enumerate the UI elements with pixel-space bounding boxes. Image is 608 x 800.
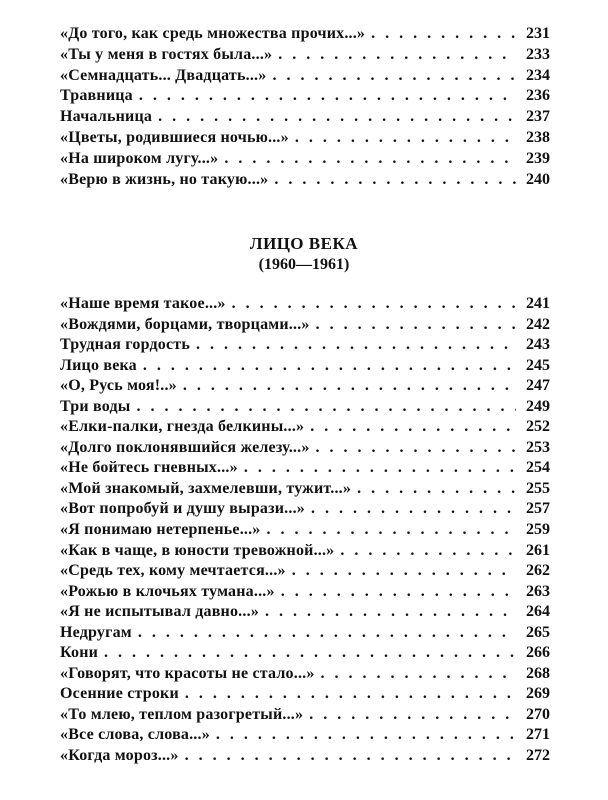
toc-entry bbox=[60, 66, 550, 87]
toc-entry-title: «Семнадцать... Двадцать...» bbox=[60, 66, 267, 84]
toc-entry-page: 268 bbox=[526, 664, 550, 682]
toc-entry-page: 239 bbox=[526, 149, 550, 167]
toc-entry bbox=[60, 746, 550, 767]
toc-entry-title: «То млею, теплом разогретый...» bbox=[60, 705, 304, 723]
dot-leader bbox=[340, 541, 516, 562]
toc-entry-page: 263 bbox=[526, 582, 550, 600]
toc-entry-title: Травница bbox=[60, 87, 133, 105]
toc-entry bbox=[60, 335, 550, 356]
toc-entry bbox=[60, 376, 550, 397]
dot-leader bbox=[158, 107, 516, 128]
toc-entry bbox=[60, 86, 550, 107]
toc-entry-title: «Вот попробуй и душу вырази...» bbox=[60, 500, 305, 518]
toc-entry bbox=[60, 664, 550, 685]
dot-leader bbox=[357, 479, 516, 500]
toc-entry-title: Недругам bbox=[60, 623, 132, 641]
toc-entry-title: «Как в чаще, в юности тревожной...» bbox=[60, 541, 335, 559]
toc-entry-page: 269 bbox=[526, 685, 550, 703]
toc-entry-title: «Я не испытывал давно...» bbox=[60, 603, 259, 621]
toc-entry-title: «Не бойтесь гневных...» bbox=[60, 459, 238, 477]
toc-entry-title: «О, Русь моя!..» bbox=[60, 377, 177, 395]
dot-leader bbox=[136, 397, 516, 418]
toc-entry-page: 234 bbox=[526, 66, 550, 84]
toc-entry bbox=[60, 643, 550, 664]
dot-leader bbox=[244, 458, 516, 479]
toc-entry-title: «Верю в жизнь, но такую...» bbox=[60, 170, 269, 188]
dot-leader bbox=[265, 602, 516, 623]
toc-entry bbox=[60, 438, 550, 459]
toc-entry-page: 254 bbox=[526, 459, 550, 477]
dot-leader bbox=[316, 438, 516, 459]
toc-entry bbox=[60, 520, 550, 541]
toc-entry bbox=[60, 356, 550, 377]
toc-list-section bbox=[60, 294, 550, 767]
toc-entry-page: 240 bbox=[526, 170, 550, 188]
toc-entry bbox=[60, 541, 550, 562]
toc-entry-title: Осенние строки bbox=[60, 685, 179, 703]
toc-entry-title: «Вождями, борцами, творцами...» bbox=[60, 315, 310, 333]
dot-leader bbox=[139, 86, 516, 107]
toc-entry-page: 231 bbox=[526, 25, 550, 42]
toc-entry bbox=[60, 602, 550, 623]
toc-entry-page: 255 bbox=[526, 479, 550, 497]
toc-entry-page: 271 bbox=[526, 726, 550, 744]
toc-entry-page: 259 bbox=[526, 521, 550, 539]
toc-entry-page: 265 bbox=[526, 623, 550, 641]
toc-entry-page: 270 bbox=[526, 705, 550, 723]
toc-entry bbox=[60, 623, 550, 644]
dot-leader bbox=[267, 520, 516, 541]
dot-leader bbox=[185, 684, 516, 705]
toc-entry-title: «Ты у меня в гостях была...» bbox=[60, 45, 273, 63]
toc-entry bbox=[60, 24, 550, 45]
toc-entry bbox=[60, 417, 550, 438]
dot-leader bbox=[224, 149, 516, 170]
dot-leader bbox=[104, 643, 516, 664]
dot-leader bbox=[185, 746, 516, 767]
toc-entry bbox=[60, 315, 550, 336]
dot-leader bbox=[371, 24, 516, 45]
toc-entry bbox=[60, 499, 550, 520]
toc-entry-title: «Цветы, родившиеся ночью...» bbox=[60, 128, 289, 146]
toc-entry-title: «До того, как средь множества прочих...» bbox=[60, 25, 366, 42]
toc-entry bbox=[60, 170, 550, 191]
toc-entry-title: Трудная гордость bbox=[60, 336, 190, 354]
toc-entry bbox=[60, 725, 550, 746]
dot-leader bbox=[143, 356, 516, 377]
toc-entry-page: 237 bbox=[526, 108, 550, 126]
toc-entry-title: Лицо века bbox=[60, 356, 137, 374]
dot-leader bbox=[274, 170, 516, 191]
toc-entry-title: «Наше время такое...» bbox=[60, 295, 226, 312]
dot-leader bbox=[138, 623, 516, 644]
toc-entry bbox=[60, 149, 550, 170]
toc-list-top bbox=[60, 24, 550, 190]
dot-leader bbox=[310, 417, 516, 438]
dot-leader bbox=[321, 664, 516, 685]
toc-entry-page: 249 bbox=[526, 397, 550, 415]
dot-leader bbox=[295, 128, 516, 149]
dot-leader bbox=[281, 582, 516, 603]
toc-entry bbox=[60, 479, 550, 500]
dot-leader bbox=[311, 499, 516, 520]
toc-entry-page: 262 bbox=[526, 562, 550, 580]
toc-entry-page: 243 bbox=[526, 336, 550, 354]
toc-entry-title: «Когда мороз...» bbox=[60, 747, 179, 765]
dot-leader bbox=[232, 294, 516, 315]
dot-leader bbox=[316, 315, 516, 336]
dot-leader bbox=[196, 335, 516, 356]
toc-entry-page: 252 bbox=[526, 418, 550, 436]
toc-entry-title: «На широком лугу...» bbox=[60, 149, 219, 167]
dot-leader bbox=[309, 705, 516, 726]
toc-entry-title: «Долго поклонявшийся железу...» bbox=[60, 438, 310, 456]
dot-leader bbox=[278, 45, 516, 66]
section-title: ЛИЦО ВЕКА bbox=[249, 234, 359, 253]
toc-entry bbox=[60, 458, 550, 479]
toc-entry-title: «Елки-палки, гнезда белкины...» bbox=[60, 418, 305, 436]
toc-entry-page: 247 bbox=[526, 377, 550, 395]
toc-entry-title: «Средь тех, кому мечтается...» bbox=[60, 562, 286, 580]
toc-entry-page: 261 bbox=[526, 541, 550, 559]
toc-entry bbox=[60, 705, 550, 726]
dot-leader bbox=[272, 66, 516, 87]
toc-entry bbox=[60, 128, 550, 149]
toc-entry-page: 272 bbox=[526, 747, 550, 765]
toc-entry-page: 236 bbox=[526, 87, 550, 105]
toc-entry bbox=[60, 582, 550, 603]
toc-entry bbox=[60, 107, 550, 128]
toc-entry-page: 233 bbox=[526, 45, 550, 63]
toc-entry-title: «Все слова, слова...» bbox=[60, 726, 210, 744]
toc-entry-title: Три воды bbox=[60, 397, 131, 415]
toc-entry-title: «Говорят, что красоты не стало...» bbox=[60, 664, 315, 682]
toc-entry-page: 257 bbox=[526, 500, 550, 518]
toc-entry-page: 241 bbox=[526, 295, 550, 312]
toc-entry-page: 238 bbox=[526, 128, 550, 146]
toc-entry-page: 242 bbox=[526, 315, 550, 333]
toc-entry-page: 264 bbox=[526, 603, 550, 621]
toc-entry-page: 245 bbox=[526, 356, 550, 374]
toc-entry-title: Начальница bbox=[60, 108, 153, 126]
dot-leader bbox=[183, 376, 516, 397]
toc-entry bbox=[60, 45, 550, 66]
toc-entry bbox=[60, 684, 550, 705]
toc-entry-page: 253 bbox=[526, 438, 550, 456]
toc-entry-title: «Я понимаю нетерпенье...» bbox=[60, 521, 261, 539]
toc-entry-page: 266 bbox=[526, 644, 550, 662]
toc-entry-title: «Рожью в клочьях тумана...» bbox=[60, 582, 275, 600]
dot-leader bbox=[292, 561, 516, 582]
section-years: (1960—1961) bbox=[258, 256, 350, 273]
toc-entry-title: «Мой знакомый, захмелевши, тужит...» bbox=[60, 479, 352, 497]
toc-entry bbox=[60, 294, 550, 315]
dot-leader bbox=[216, 725, 516, 746]
toc-entry-title: Кони bbox=[60, 644, 99, 662]
toc-entry bbox=[60, 397, 550, 418]
toc-entry bbox=[60, 561, 550, 582]
